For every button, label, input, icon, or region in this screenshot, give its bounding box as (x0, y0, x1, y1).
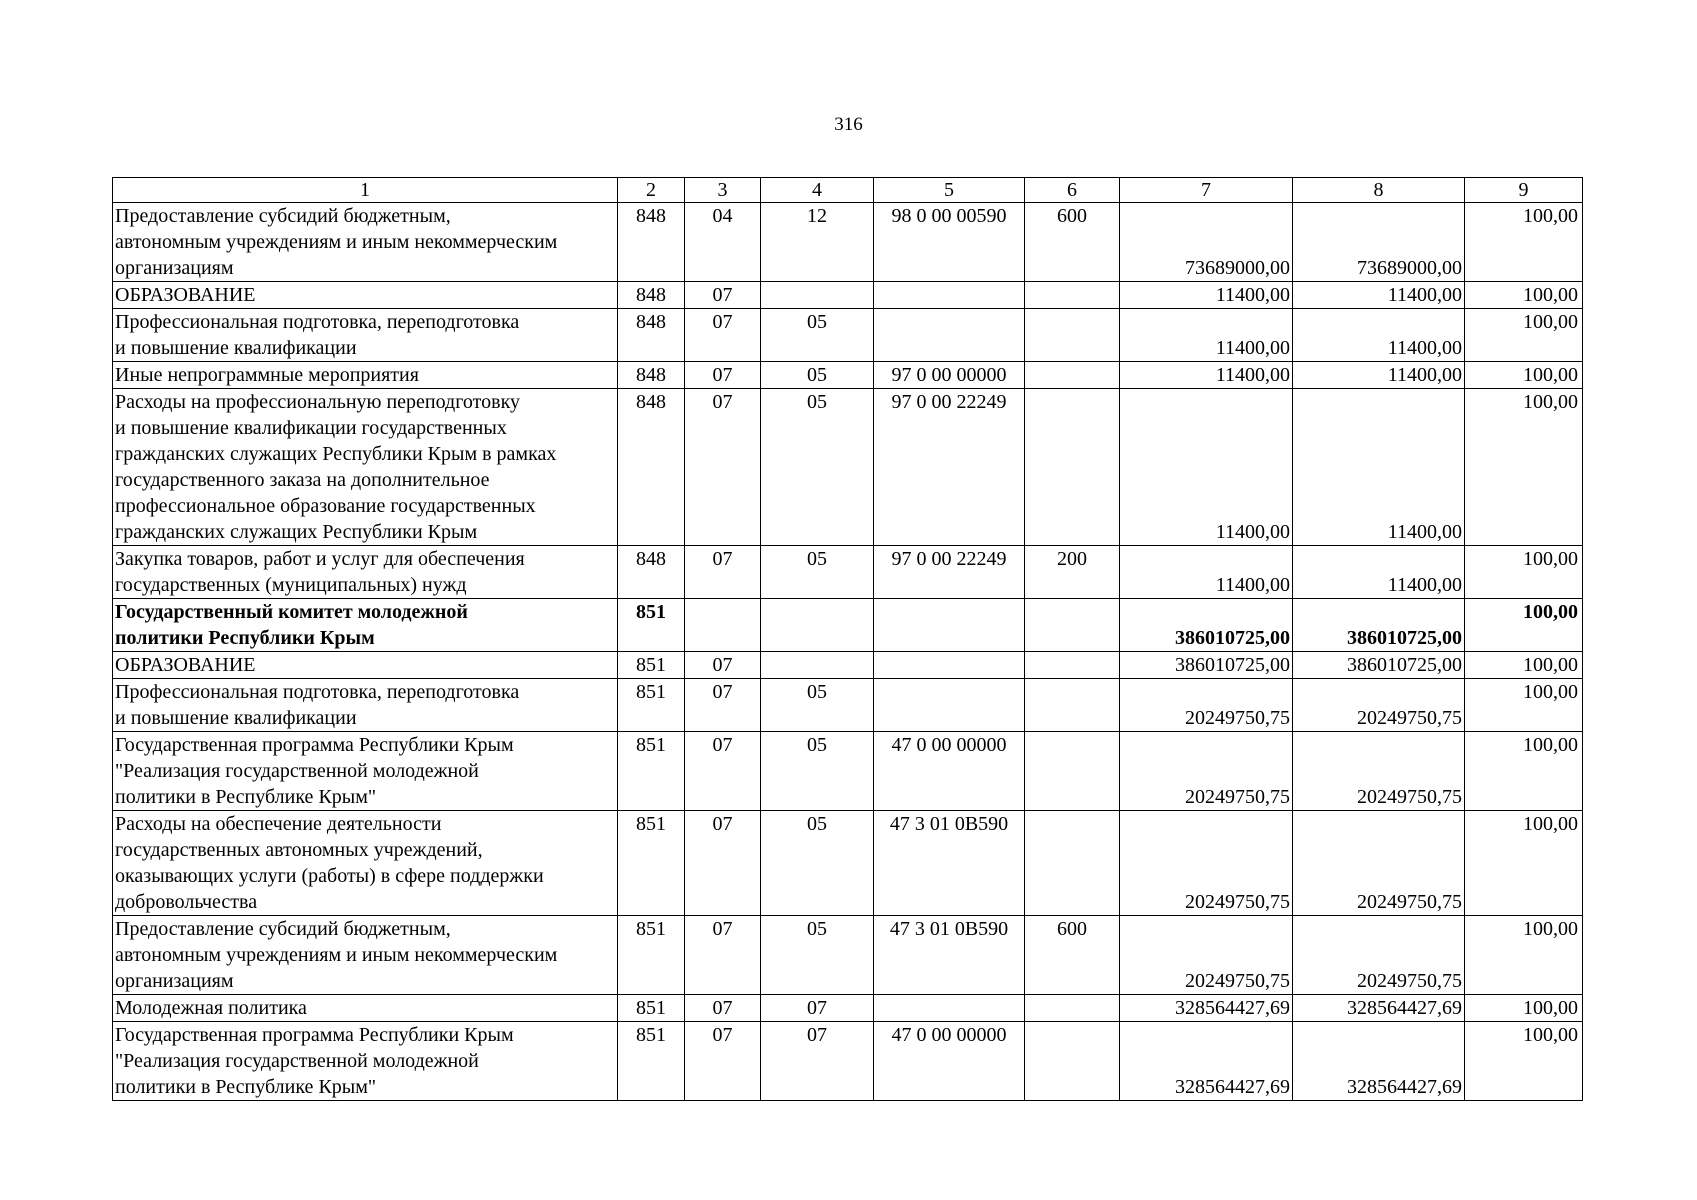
target-article-cell: 97 0 00 00000 (874, 362, 1025, 389)
subsection-code-cell (761, 652, 874, 679)
subsection-code-cell: 05 (761, 916, 874, 995)
ministry-code-cell: 851 (618, 679, 685, 732)
executed-amount-cell: 20249750,75 (1293, 811, 1465, 916)
expense-type-cell (1025, 679, 1120, 732)
subsection-code-cell: 05 (761, 732, 874, 811)
subsection-code-cell: 05 (761, 362, 874, 389)
column-header: 4 (761, 178, 874, 203)
table-row (113, 546, 1583, 599)
approved-amount-cell: 11400,00 (1120, 309, 1293, 362)
executed-amount-cell: 328564427,69 (1293, 1022, 1465, 1101)
expense-type-cell (1025, 599, 1120, 652)
execution-percent-cell: 100,00 (1465, 916, 1583, 995)
target-article-cell: 47 3 01 0В590 (874, 811, 1025, 916)
subsection-code-cell: 05 (761, 389, 874, 546)
executed-amount-cell: 20249750,75 (1293, 732, 1465, 811)
section-code-cell: 07 (685, 732, 761, 811)
section-code-cell (685, 599, 761, 652)
row-name-cell: Государственный комитет молодежной политики Республики Крым (113, 599, 618, 652)
expense-type-cell (1025, 389, 1120, 546)
approved-amount-cell: 20249750,75 (1120, 732, 1293, 811)
section-code-cell: 04 (685, 203, 761, 282)
executed-amount-cell: 328564427,69 (1293, 995, 1465, 1022)
execution-percent-cell: 100,00 (1465, 309, 1583, 362)
approved-amount-cell: 386010725,00 (1120, 599, 1293, 652)
subsection-code-cell: 07 (761, 995, 874, 1022)
subsection-code-cell (761, 282, 874, 309)
approved-amount-cell: 11400,00 (1120, 389, 1293, 546)
table-row (113, 811, 1583, 916)
expense-type-cell: 600 (1025, 203, 1120, 282)
section-code-cell: 07 (685, 309, 761, 362)
section-code-cell: 07 (685, 652, 761, 679)
ministry-code-cell: 848 (618, 203, 685, 282)
subsection-code-cell (761, 599, 874, 652)
approved-amount-cell: 20249750,75 (1120, 916, 1293, 995)
expense-type-cell (1025, 309, 1120, 362)
section-code-cell: 07 (685, 811, 761, 916)
column-header: 2 (618, 178, 685, 203)
table-row (113, 652, 1583, 679)
target-article-cell (874, 282, 1025, 309)
column-header: 7 (1120, 178, 1293, 203)
row-name-cell: Расходы на обеспечение деятельности государственных автономных учреждений, оказывающих услуги (работы) в сфере поддержки добровольчества (113, 811, 618, 916)
executed-amount-cell: 11400,00 (1293, 546, 1465, 599)
execution-percent-cell: 100,00 (1465, 652, 1583, 679)
executed-amount-cell: 11400,00 (1293, 309, 1465, 362)
row-name-cell: Расходы на профессиональную переподготовку и повышение квалификации государственных гражданских служащих Республики Крым в рамках государственного заказа на дополнительное профессиональное образование государственных гражданских служащих Республики Крым (113, 389, 618, 546)
ministry-code-cell: 851 (618, 995, 685, 1022)
executed-amount-cell: 386010725,00 (1293, 652, 1465, 679)
section-code-cell: 07 (685, 1022, 761, 1101)
execution-percent-cell: 100,00 (1465, 362, 1583, 389)
page-number: 316 (834, 114, 863, 135)
ministry-code-cell: 848 (618, 282, 685, 309)
subsection-code-cell: 05 (761, 309, 874, 362)
target-article-cell (874, 599, 1025, 652)
target-article-cell: 98 0 00 00590 (874, 203, 1025, 282)
execution-percent-cell: 100,00 (1465, 389, 1583, 546)
target-article-cell: 47 0 00 00000 (874, 732, 1025, 811)
table-row (113, 203, 1583, 282)
subsection-code-cell: 05 (761, 679, 874, 732)
expense-type-cell (1025, 282, 1120, 309)
approved-amount-cell: 386010725,00 (1120, 652, 1293, 679)
target-article-cell: 47 3 01 0В590 (874, 916, 1025, 995)
ministry-code-cell: 851 (618, 1022, 685, 1101)
row-name-cell: Предоставление субсидий бюджетным, автономным учреждениям и иным некоммерческим организациям (113, 916, 618, 995)
section-code-cell: 07 (685, 362, 761, 389)
expense-type-cell (1025, 732, 1120, 811)
row-name-cell: Государственная программа Республики Крым "Реализация государственной молодежной политики в Республике Крым" (113, 732, 618, 811)
column-header: 8 (1293, 178, 1465, 203)
approved-amount-cell: 20249750,75 (1120, 679, 1293, 732)
execution-percent-cell: 100,00 (1465, 995, 1583, 1022)
executed-amount-cell: 11400,00 (1293, 389, 1465, 546)
column-header: 3 (685, 178, 761, 203)
subsection-code-cell: 12 (761, 203, 874, 282)
executed-amount-cell: 73689000,00 (1293, 203, 1465, 282)
row-name-cell: Государственная программа Республики Крым "Реализация государственной молодежной политики в Республике Крым" (113, 1022, 618, 1101)
subsection-code-cell: 05 (761, 811, 874, 916)
approved-amount-cell: 11400,00 (1120, 282, 1293, 309)
executed-amount-cell: 11400,00 (1293, 282, 1465, 309)
approved-amount-cell: 73689000,00 (1120, 203, 1293, 282)
section-code-cell: 07 (685, 546, 761, 599)
approved-amount-cell: 20249750,75 (1120, 811, 1293, 916)
table-row (113, 916, 1583, 995)
target-article-cell (874, 995, 1025, 1022)
execution-percent-cell: 100,00 (1465, 282, 1583, 309)
table-row (113, 362, 1583, 389)
expense-type-cell: 200 (1025, 546, 1120, 599)
row-name-cell: Профессиональная подготовка, переподготовка и повышение квалификации (113, 679, 618, 732)
row-name-cell: Профессиональная подготовка, переподготовка и повышение квалификации (113, 309, 618, 362)
execution-percent-cell: 100,00 (1465, 203, 1583, 282)
table-row (113, 679, 1583, 732)
ministry-code-cell: 848 (618, 362, 685, 389)
target-article-cell: 97 0 00 22249 (874, 546, 1025, 599)
budget-table (112, 177, 1583, 1101)
target-article-cell: 97 0 00 22249 (874, 389, 1025, 546)
target-article-cell (874, 309, 1025, 362)
column-number-row (113, 178, 1583, 203)
subsection-code-cell: 05 (761, 546, 874, 599)
ministry-code-cell: 851 (618, 732, 685, 811)
table-row (113, 1022, 1583, 1101)
expense-type-cell (1025, 995, 1120, 1022)
column-header: 6 (1025, 178, 1120, 203)
expense-type-cell (1025, 811, 1120, 916)
ministry-code-cell: 848 (618, 389, 685, 546)
row-name-cell: Молодежная политика (113, 995, 618, 1022)
table-row (113, 995, 1583, 1022)
expense-type-cell (1025, 652, 1120, 679)
row-name-cell: Закупка товаров, работ и услуг для обеспечения государственных (муниципальных) нужд (113, 546, 618, 599)
table-row (113, 282, 1583, 309)
expense-type-cell (1025, 1022, 1120, 1101)
execution-percent-cell: 100,00 (1465, 546, 1583, 599)
executed-amount-cell: 20249750,75 (1293, 916, 1465, 995)
section-code-cell: 07 (685, 389, 761, 546)
row-name-cell: Предоставление субсидий бюджетным, автономным учреждениям и иным некоммерческим организациям (113, 203, 618, 282)
execution-percent-cell: 100,00 (1465, 1022, 1583, 1101)
column-header: 9 (1465, 178, 1583, 203)
ministry-code-cell: 851 (618, 811, 685, 916)
section-code-cell: 07 (685, 995, 761, 1022)
section-code-cell: 07 (685, 916, 761, 995)
table-row (113, 309, 1583, 362)
ministry-code-cell: 851 (618, 916, 685, 995)
executed-amount-cell: 20249750,75 (1293, 679, 1465, 732)
target-article-cell (874, 679, 1025, 732)
table-body (113, 178, 1583, 1101)
expense-type-cell: 600 (1025, 916, 1120, 995)
approved-amount-cell: 328564427,69 (1120, 1022, 1293, 1101)
row-name-cell: ОБРАЗОВАНИЕ (113, 652, 618, 679)
approved-amount-cell: 11400,00 (1120, 546, 1293, 599)
execution-percent-cell: 100,00 (1465, 679, 1583, 732)
table-row (113, 389, 1583, 546)
expense-type-cell (1025, 362, 1120, 389)
section-code-cell: 07 (685, 679, 761, 732)
ministry-code-cell: 848 (618, 309, 685, 362)
target-article-cell: 47 0 00 00000 (874, 1022, 1025, 1101)
execution-percent-cell: 100,00 (1465, 599, 1583, 652)
executed-amount-cell: 386010725,00 (1293, 599, 1465, 652)
column-header: 1 (113, 178, 618, 203)
ministry-code-cell: 848 (618, 546, 685, 599)
table-row (113, 732, 1583, 811)
executed-amount-cell: 11400,00 (1293, 362, 1465, 389)
row-name-cell: ОБРАЗОВАНИЕ (113, 282, 618, 309)
table-row (113, 599, 1583, 652)
section-code-cell: 07 (685, 282, 761, 309)
target-article-cell (874, 652, 1025, 679)
ministry-code-cell: 851 (618, 652, 685, 679)
approved-amount-cell: 328564427,69 (1120, 995, 1293, 1022)
subsection-code-cell: 07 (761, 1022, 874, 1101)
ministry-code-cell: 851 (618, 599, 685, 652)
execution-percent-cell: 100,00 (1465, 732, 1583, 811)
row-name-cell: Иные непрограммные мероприятия (113, 362, 618, 389)
approved-amount-cell: 11400,00 (1120, 362, 1293, 389)
column-header: 5 (874, 178, 1025, 203)
execution-percent-cell: 100,00 (1465, 811, 1583, 916)
